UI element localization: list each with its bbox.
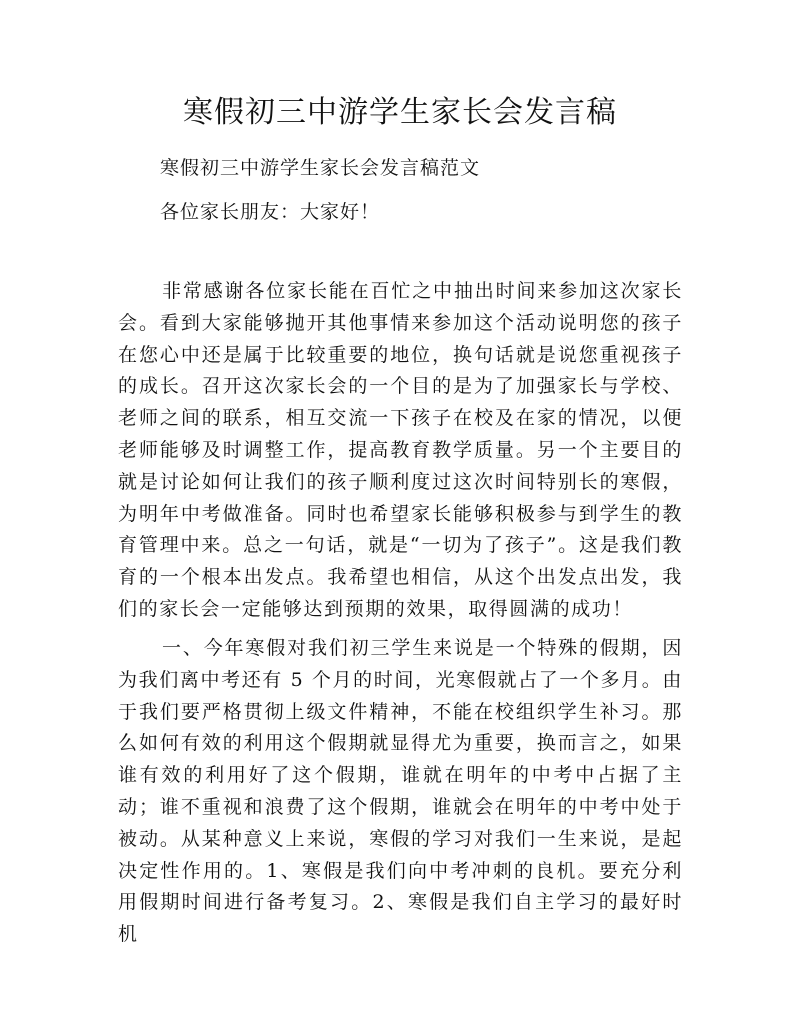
greeting-line: 各位家长朋友：大家好！: [160, 201, 381, 223]
document-title: 寒假初三中游学生家长会发言稿: [183, 95, 617, 130]
document-subtitle: 寒假初三中游学生家长会发言稿范文: [160, 157, 481, 179]
paragraph-intro: 非常感谢各位家长能在百忙之中抽出时间来参加这次家长会。看到大家能够抛开其他事情来参加这个活动说明您的孩子在您心中还是属于比较重要的地位，换句话就是说您重视孩子的成长。召开这次家长会的一个目的是为了加强家长与学校、老师之间的联系，相互交流一下孩子在校及在家的情况，以便老师能够及时调整工作，提高教育教学质量。另一个主要目的就是讨论如何让我们的孩子顺利度过这次时间特别长的寒假，为明年中考做准备。同时也希望家长能够积极参与到学生的教育管理中来。总之一句话，就是“一切为了孩子”。这是我们教育的一个根本出发点。我希望也相信，从这个出发点出发，我们的家长会一定能够达到预期的效果，取得圆满的成功！: [118, 280, 683, 620]
paragraph-section-one: 一、今年寒假对我们初三学生来说是一个特殊的假期，因为我们离中考还有 5 个月的时间，光寒假就占了一个多月。由于我们要严格贯彻上级文件精神，不能在校组织学生补习。那么如何有效的利用这个假期就显得尤为重要，换而言之，如果谁有效的利用好了这个假期，谁就在明年的中考中占据了主动；谁不重视和浪费了这个假期，谁就会在明年的中考中处于被动。从某种意义上来说，寒假的学习对我们一生来说，是起决定性作用的。1、寒假是我们向中考冲刺的良机。要充分利用假期时间进行备考复习。2、寒假是我们自主学习的最好时机: [118, 637, 683, 946]
